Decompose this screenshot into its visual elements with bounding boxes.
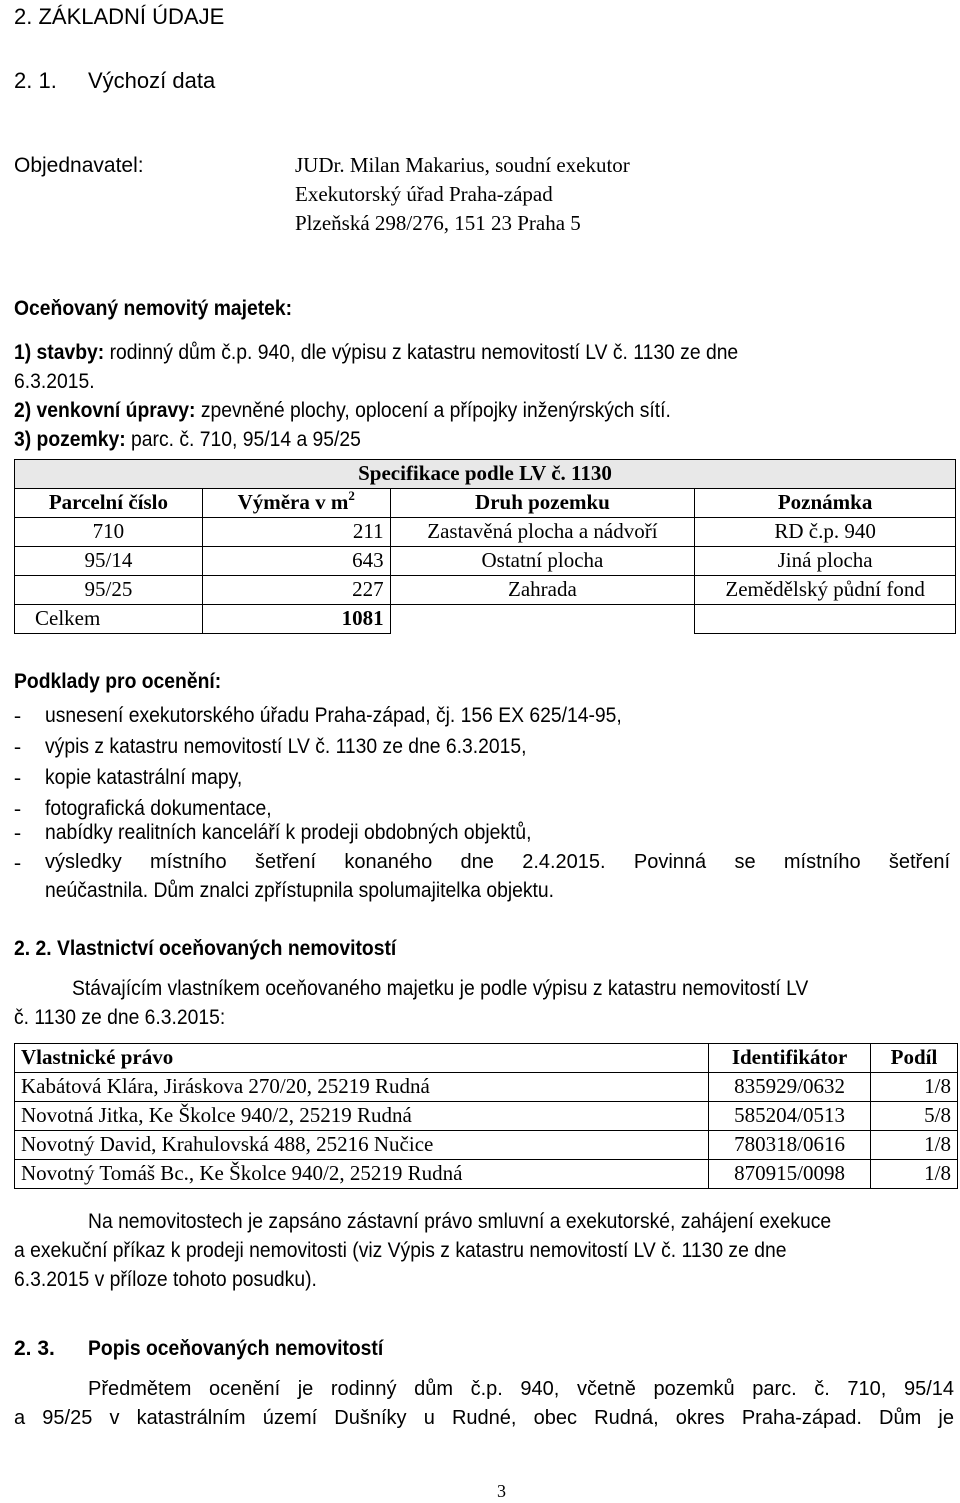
subsection-title-3: Popis oceňovaných nemovitostí — [88, 1337, 384, 1360]
ownership-intro-1: Stávajícím vlastníkem oceňovaného majetku je podle výpisu z katastru nemovitostí LV — [72, 977, 809, 1000]
subsection-number-3: 2. 3. — [14, 1337, 55, 1360]
spec-total-label: Celkem — [15, 605, 203, 634]
spec-header-type: Druh pozemku — [390, 489, 695, 518]
page-number: 3 — [497, 1481, 506, 1501]
owner-name: Novotná Jitka, Ke Školce 940/2, 25219 Rudná — [15, 1102, 709, 1131]
property-item-2-label: 2) venkovní úpravy: — [14, 399, 196, 422]
table-row — [15, 1160, 958, 1189]
client-line-2: Exekutorský úřad Praha-západ — [295, 182, 553, 206]
spec-cell: RD č.p. 940 — [695, 518, 956, 547]
subsection-number-2: 2. 2. — [14, 937, 52, 960]
property-item-1-cont: 6.3.2015. — [14, 370, 95, 393]
basis-item-6-cont: neúčastnila. Dům znalci zpřístupnila spolumajitelka objektu. — [45, 879, 555, 902]
owners-header-share: Podíl — [871, 1044, 958, 1073]
spec-header-area — [202, 489, 390, 518]
owner-id: 870915/0098 — [709, 1160, 871, 1189]
table-row — [15, 518, 956, 547]
client-label: Objednavatel: — [14, 154, 144, 177]
property-item-1 — [14, 340, 738, 365]
subsection-title-1: Výchozí data — [88, 68, 216, 93]
table-row-total — [15, 605, 956, 634]
lien-line-2: a exekuční příkaz k prodeji nemovitosti (viz Výpis z katastru nemovitostí LV č. 1130 ze dne — [14, 1239, 787, 1262]
basis-item-3: kopie katastrální mapy, — [45, 766, 243, 789]
owner-share: 1/8 — [871, 1160, 958, 1189]
spec-cell: 95/14 — [15, 547, 203, 576]
table-row — [15, 547, 956, 576]
basis-dash: - — [14, 796, 21, 820]
property-label: Oceňovaný nemovitý majetek: — [14, 297, 293, 320]
lien-line-3: 6.3.2015 v příloze tohoto posudku). — [14, 1268, 317, 1291]
basis-item-4: fotografická dokumentace, — [45, 797, 272, 820]
property-item-3-text: parc. č. 710, 95/14 a 95/25 — [131, 428, 361, 451]
spec-cell: 95/25 — [15, 576, 203, 605]
spec-table-title: Specifikace podle LV č. 1130 — [15, 460, 956, 489]
spec-cell: 643 — [202, 547, 390, 576]
spec-cell: Zahrada — [390, 576, 695, 605]
spec-cell: 227 — [202, 576, 390, 605]
property-item-3 — [14, 427, 361, 452]
spec-cell: 211 — [202, 518, 390, 547]
property-item-3-label: 3) pozemky: — [14, 428, 126, 451]
owner-id: 585204/0513 — [709, 1102, 871, 1131]
property-item-2 — [14, 398, 671, 423]
ownership-intro-2: č. 1130 ze dne 6.3.2015: — [14, 1006, 226, 1029]
subsection-number-1: 2. 1. — [14, 68, 57, 93]
owners-header-right: Vlastnické právo — [15, 1044, 709, 1073]
spec-table — [14, 459, 956, 634]
owner-name: Kabátová Klára, Jiráskova 270/20, 25219 Rudná — [15, 1073, 709, 1102]
owner-share: 5/8 — [871, 1102, 958, 1131]
property-item-2-text: zpevněné plochy, oplocení a přípojky inženýrských sítí. — [200, 399, 671, 422]
lien-line-1: Na nemovitostech je zapsáno zástavní právo smluvní a exekutorské, zahájení exekuce — [88, 1210, 832, 1233]
spec-cell: Jiná plocha — [695, 547, 956, 576]
owner-id: 780318/0616 — [709, 1131, 871, 1160]
spec-header-note: Poznámka — [695, 489, 956, 518]
spec-cell: Zemědělský půdní fond — [695, 576, 956, 605]
owner-name: Novotný Tomáš Bc., Ke Školce 940/2, 25219 Rudná — [15, 1160, 709, 1189]
basis-dash: - — [14, 703, 21, 727]
property-item-1-label: 1) stavby: — [14, 341, 105, 364]
basis-item-6: výsledky místního šetření konaného dne 2.4.2015. Povinná se místního šetření — [45, 851, 950, 873]
basis-item-5: nabídky realitních kanceláří k prodeji obdobných objektů, — [45, 821, 532, 844]
owner-id: 835929/0632 — [709, 1073, 871, 1102]
desc-line-2: a 95/25 v katastrálním území Dušníky u Rudné, obec Rudná, okres Praha-západ. Dům je — [14, 1407, 954, 1429]
table-row — [15, 1073, 958, 1102]
subsection-title-2 — [14, 936, 396, 961]
spec-cell: Zastavěná plocha a nádvoří — [390, 518, 695, 547]
basis-dash: - — [14, 850, 21, 874]
owners-table — [14, 1043, 958, 1189]
table-row — [15, 576, 956, 605]
spec-total-value: 1081 — [202, 605, 390, 634]
basis-dash: - — [14, 820, 21, 844]
spec-header-area-text: Výměra v m — [237, 490, 349, 515]
spec-header-area-sup: 2 — [348, 488, 355, 504]
property-item-1-text: rodinný dům č.p. 940, dle výpisu z katastru nemovitostí LV č. 1130 ze dne — [109, 341, 739, 364]
owner-share: 1/8 — [871, 1073, 958, 1102]
section-title: 2. ZÁKLADNÍ ÚDAJE — [14, 4, 225, 29]
table-row — [15, 1131, 958, 1160]
owner-name: Novotný David, Krahulovská 488, 25216 Nučice — [15, 1131, 709, 1160]
desc-line-1: Předmětem ocenění je rodinný dům č.p. 940, včetně pozemků parc. č. 710, 95/14 — [88, 1378, 954, 1400]
spec-cell: Ostatní plocha — [390, 547, 695, 576]
basis-dash: - — [14, 734, 21, 758]
spec-header-parcel: Parcelní číslo — [15, 489, 203, 518]
table-row — [15, 1102, 958, 1131]
client-line-1: JUDr. Milan Makarius, soudní exekutor — [295, 153, 630, 177]
owners-header-id: Identifikátor — [709, 1044, 871, 1073]
client-line-3: Plzeňská 298/276, 151 23 Praha 5 — [295, 211, 581, 235]
owner-share: 1/8 — [871, 1131, 958, 1160]
basis-dash: - — [14, 765, 21, 789]
spec-cell: 710 — [15, 518, 203, 547]
basis-title: Podklady pro ocenění: — [14, 670, 222, 693]
basis-item-2: výpis z katastru nemovitostí LV č. 1130 ze dne 6.3.2015, — [45, 735, 527, 758]
subsection-title-2-text: Vlastnictví oceňovaných nemovitostí — [56, 937, 397, 960]
basis-item-1: usnesení exekutorského úřadu Praha-západ, čj. 156 EX 625/14-95, — [45, 704, 622, 727]
